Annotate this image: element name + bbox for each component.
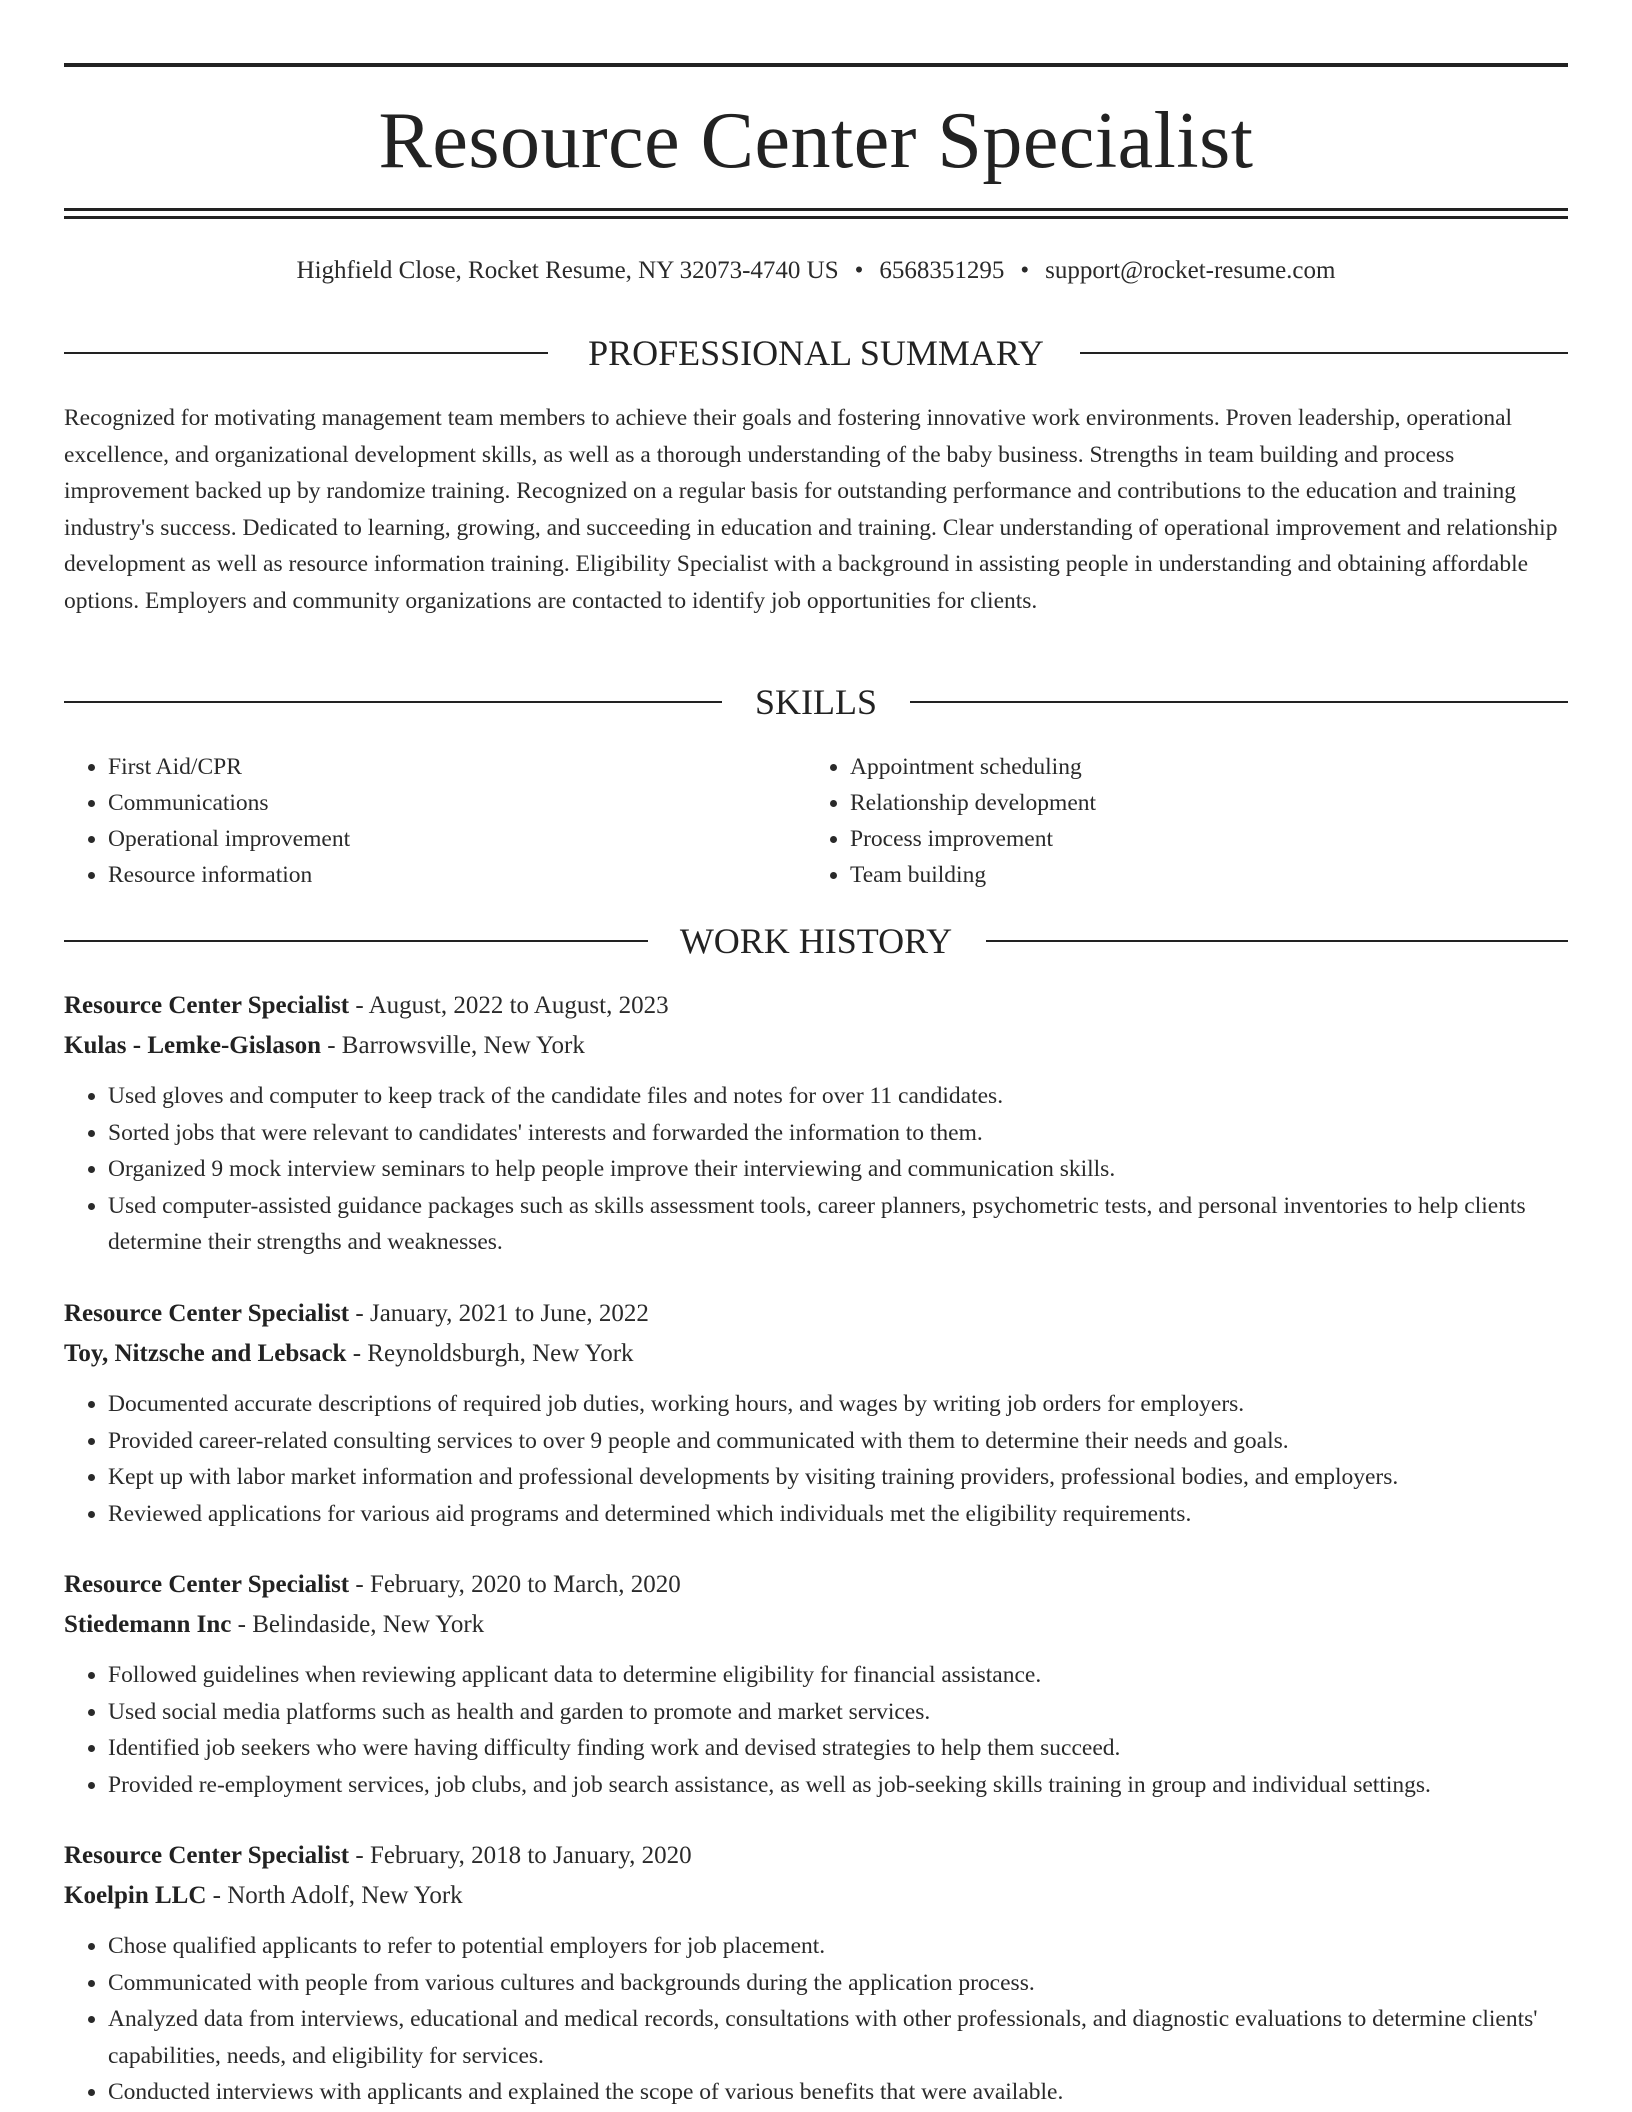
job-bullet: • Kept up with labor market information and professional developments by visiting training providers, professional bodies, and employers.: [108, 1459, 1568, 1496]
job-entry: [64, 1567, 1568, 1803]
job-bullet: • Analyzed data from interviews, educational and medical records, consultations with other professionals, and diagnostic evaluations to determine clients' capabilities, needs, and eligibility for services.: [108, 2001, 1568, 2074]
skills-section-header: [64, 680, 1568, 724]
job-company: Koelpin LLC: [64, 1882, 207, 1909]
job-company-line: [64, 1878, 1568, 1914]
job-title-line: [64, 1567, 1568, 1603]
job-bullet: • Reviewed applications for various aid programs and determined which individuals met the eligibility requirements.: [108, 1496, 1568, 1533]
job-entry: [64, 1296, 1568, 1532]
skill-item: • First Aid/CPR: [108, 749, 350, 785]
skill-item: • Team building: [850, 857, 1096, 893]
section-title: SKILLS: [723, 682, 909, 722]
contact-phone: 6568351295: [879, 257, 1005, 284]
job-bullets: [64, 1928, 1568, 2111]
job-bullet: • Documented accurate descriptions of required job duties, working hours, and wages by writing job orders for employers.: [108, 1386, 1568, 1423]
job-bullet: • Used computer-assisted guidance packages such as skills assessment tools, career planners, psychometric tests, and personal inventories to help clients determine their strengths and weaknesses.: [108, 1188, 1568, 1261]
job-company-line: [64, 1336, 1568, 1372]
section-title: PROFESSIONAL SUMMARY: [556, 333, 1076, 373]
job-title: Resource Center Specialist: [64, 1842, 350, 1869]
skill-item: • Appointment scheduling: [850, 749, 1096, 785]
job-bullet: • Used gloves and computer to keep track of the candidate files and notes for over 11 candidates.: [108, 1078, 1568, 1115]
job-location: - Reynoldsburgh, New York: [346, 1340, 634, 1367]
job-title-line: [64, 1296, 1568, 1332]
job-bullet: • Organized 9 mock interview seminars to help people improve their interviewing and communication skills.: [108, 1151, 1568, 1188]
job-bullet: • Communicated with people from various cultures and backgrounds during the application process.: [108, 1965, 1568, 2002]
skill-item: • Operational improvement: [108, 821, 350, 857]
skill-item: • Communications: [108, 785, 350, 821]
top-rule: [64, 63, 1568, 67]
summary-section-header: [64, 331, 1568, 375]
job-dates: - February, 2020 to March, 2020: [349, 1571, 681, 1598]
job-location: - Belindaside, New York: [231, 1611, 485, 1638]
contact-line: [64, 254, 1568, 288]
section-title: WORK HISTORY: [648, 921, 984, 961]
job-location: - Barrowsville, New York: [320, 1032, 585, 1059]
job-title-line: [64, 988, 1568, 1024]
job-bullets: [64, 1078, 1568, 1261]
job-dates: - February, 2018 to January, 2020: [349, 1842, 692, 1869]
job-bullet: • Chose qualified applicants to refer to potential employers for job placement.: [108, 1928, 1568, 1965]
job-company-line: [64, 1607, 1568, 1643]
skill-item: • Process improvement: [850, 821, 1096, 857]
name-rule-upper: [64, 208, 1568, 211]
job-bullet: • Used social media platforms such as health and garden to promote and market services.: [108, 1694, 1568, 1731]
skills-column-right: [806, 749, 1096, 893]
contact-separator: •: [854, 257, 864, 284]
contact-address: Highfield Close, Rocket Resume, NY 32073-4740 US: [296, 257, 839, 284]
job-dates: - January, 2021 to June, 2022: [349, 1300, 649, 1327]
job-bullet: • Provided career-related consulting services to over 9 people and communicated with them to determine their needs and goals.: [108, 1423, 1568, 1460]
skill-item: • Resource information: [108, 857, 350, 893]
job-company: Toy, Nitzsche and Lebsack: [64, 1340, 347, 1367]
job-company-line: [64, 1028, 1568, 1064]
name-rule-lower: [64, 216, 1568, 219]
summary-text: Recognized for motivating management team members to achieve their goals and fostering innovative work environments. Proven leadership, operational excellence, and organizational development skills, as well as a thorough understanding of the baby business. Strengths in team building and process improvement backed up by randomize training. Recognized on a regular basis for outstanding performance and contributions to the education and training industry's success. Dedicated to learning, growing, and succeeding in education and training. Clear understanding of operational improvement and relationship development as well as resource information training. Eligibility Specialist with a background in assisting people in understanding and obtaining affordable options. Employers and community organizations are contacted to identify job opportunities for clients.: [64, 405, 1558, 614]
job-company: Kulas - Lemke-Gislason: [64, 1032, 321, 1059]
job-entry: [64, 1838, 1568, 2111]
job-bullet: • Identified job seekers who were having difficulty finding work and devised strategies to help them succeed.: [108, 1730, 1568, 1767]
skill-item: • Relationship development: [850, 785, 1096, 821]
job-location: - North Adolf, New York: [206, 1882, 463, 1909]
resume-name: Resource Center Specialist: [378, 97, 1254, 185]
skills-column-left: [64, 749, 350, 893]
job-bullet: • Sorted jobs that were relevant to candidates' interests and forwarded the information to them.: [108, 1115, 1568, 1152]
job-bullet: • Followed guidelines when reviewing applicant data to determine eligibility for financial assistance.: [108, 1657, 1568, 1694]
job-title: Resource Center Specialist: [64, 1571, 350, 1598]
contact-email[interactable]: support@rocket-resume.com: [1045, 257, 1336, 284]
job-bullet: • Provided re-employment services, job clubs, and job search assistance, as well as job-seeking skills training in group and individual settings.: [108, 1767, 1568, 1804]
work-section-header: [64, 919, 1568, 963]
job-company: Stiedemann Inc: [64, 1611, 232, 1638]
job-bullets: [64, 1386, 1568, 1532]
job-title: Resource Center Specialist: [64, 992, 350, 1019]
job-bullet: • Conducted interviews with applicants and explained the scope of various benefits that were available.: [108, 2074, 1568, 2111]
job-title: Resource Center Specialist: [64, 1300, 350, 1327]
job-entry: [64, 988, 1568, 1261]
job-bullets: [64, 1657, 1568, 1803]
contact-separator: •: [1020, 257, 1030, 284]
job-dates: - August, 2022 to August, 2023: [349, 992, 669, 1019]
job-title-line: [64, 1838, 1568, 1874]
